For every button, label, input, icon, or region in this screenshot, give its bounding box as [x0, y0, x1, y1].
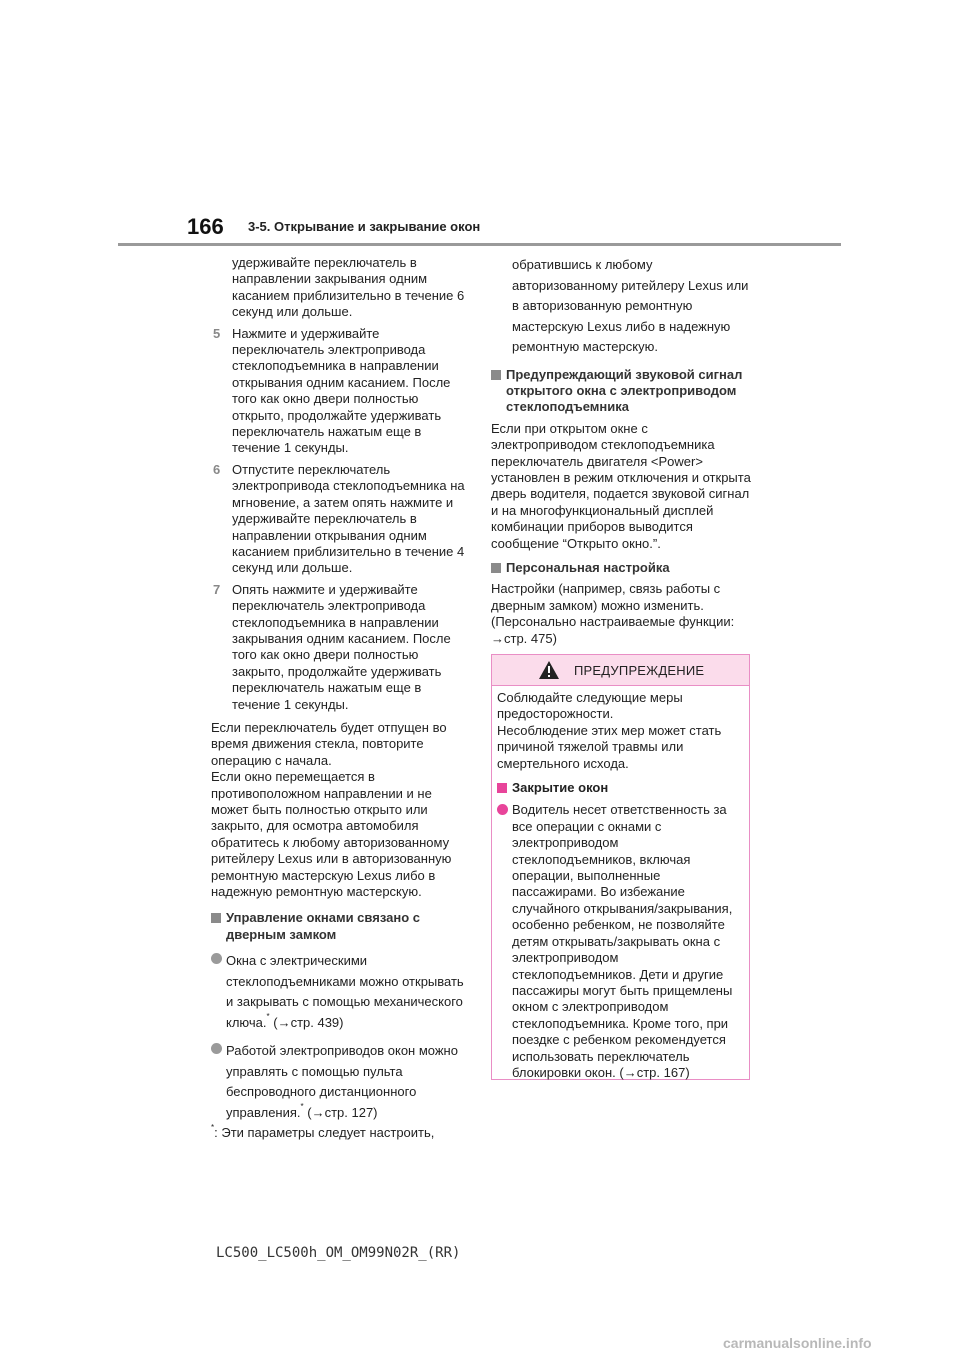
right-column [491, 255, 753, 647]
warning-box [491, 654, 750, 1080]
body-paragraph: Если при открытом окне с электроприводом стеклоподъемника переключатель двигателя <Power> установлен в режим отключения и открыта дверь водителя, подается звуковой сигнал и на многофункциональный дисплей комбинации приборов выводится сообщение “Открыто окно.”. [491, 420, 751, 551]
warning-intro: Несоблюдение этих мер может стать причиной тяжелой травмы или смертельного исхода. [497, 722, 722, 771]
warning-title-bar [492, 655, 749, 686]
subsection-heading: Персональная настройка [491, 560, 753, 576]
footnote-marker: * [211, 1122, 215, 1132]
step-item [211, 326, 471, 457]
footnote-marker: * [266, 1012, 270, 1022]
footnote [211, 1122, 471, 1141]
footnote-marker: * [300, 1102, 304, 1112]
left-column [211, 255, 471, 1142]
bullet-text: Работой электроприводов окон можно управлять с помощью пульта беспроводного дистанционного управления. [226, 1043, 458, 1120]
document-code: LC500_LC500h_OM_OM99N02R_(RR) [216, 1245, 461, 1261]
step-number: 7 [213, 581, 221, 597]
step-item [211, 582, 471, 713]
warning-heading: Закрытие окон [497, 780, 745, 796]
step-text: Нажмите и удерживайте переключатель электропривода стеклоподъемника в направлении открывания одним касанием. После того как окно двери полностью открыто, продолжайте удерживать переключатель нажатым еще в течение 1 секунды. [232, 325, 451, 456]
footnote-text: : Эти параметры следует настроить, [214, 1125, 435, 1141]
note-paragraph: Если окно перемещается в противоположном направлении и не может быть полностью открыто или закрыто, для осмотра автомобиля обратитесь к любому авторизованному ритейлеру Lexus или в авторизованную ремонтную мастерскую Lexus либо в надежную ремонтную мастерскую. [211, 769, 452, 900]
section-title: 3-5. Открывание и закрывание окон [248, 219, 481, 234]
subsection-heading: Предупреждающий звуковой сигнал открытого окна с электроприводом стеклоподъемника [491, 367, 753, 416]
step-item [211, 462, 471, 577]
step-continuation: удерживайте переключатель в направлении закрывания одним касанием приблизительно в течение 6 секунд или дольше. [232, 255, 465, 320]
warning-body [492, 686, 749, 1081]
warning-intro: Соблюдайте следующие меры предосторожности. [497, 690, 683, 722]
page-header [0, 0, 960, 250]
step-text: Отпустите переключатель электропривода стеклоподъемника на мгновение, а затем опять нажмите и удерживайте переключатель в направлении открывания одним касанием приблизительно в течение 4 секунд или дольше. [232, 461, 465, 576]
header-divider [118, 243, 841, 246]
subsection-heading: Управление окнами связано с дверным замком [211, 910, 471, 943]
page-reference[interactable]: (→стр. 439) [269, 1014, 344, 1030]
warning-title: ПРЕДУПРЕЖДЕНИЕ [574, 663, 705, 678]
note-paragraph: Если переключатель будет отпущен во время движения стекла, повторите операцию с начала. [211, 719, 447, 768]
body-paragraph: Настройки (например, связь работы с дверным замком) можно изменить. (Персонально настраиваемые функции: →стр. 475) [491, 581, 735, 646]
step-text: Опять нажмите и удерживайте переключатель электропривода стеклоподъемника в направлении закрывания одним касанием. После того как окно двери полностью закрыто, продолжайте удерживать переключатель нажатым еще в течение 1 секунды. [232, 581, 451, 712]
bullet-item [211, 951, 471, 1033]
page-reference[interactable]: (→стр. 127) [303, 1104, 378, 1120]
step-number: 6 [213, 461, 221, 477]
watermark: carmanualsonline.info [723, 1335, 872, 1351]
page-number: 166 [187, 214, 224, 239]
warning-triangle-icon [538, 660, 560, 680]
bullet-item [211, 1041, 471, 1123]
footnote-continuation: обратившись к любому авторизованному ритейлеру Lexus или в авторизованную ремонтную мастерскую Lexus либо в надежную ремонтную мастерскую. [512, 257, 749, 354]
warning-bullet: Водитель несет ответственность за все операции с окнами с электроприводом стеклоподъемников, включая операции, выполненные пассажирами. Во избежание случайного открывания/закрывания, особенно ребенком, не позволяйте детям открывать/закрывать окна с электроприводом стеклоподъемников. Дети и другие пассажиры могут быть прищемлены окном с электроприводом стеклоподъемника. Кроме того, при поездке с ребенком рекомендуется использовать переключатель блокировки окон. (→стр. 167) [497, 802, 745, 1081]
step-number: 5 [213, 325, 221, 341]
bullet-text: Окна с электрическими стеклоподъемниками можно открывать и закрывать с помощью механического ключа. [226, 953, 464, 1030]
